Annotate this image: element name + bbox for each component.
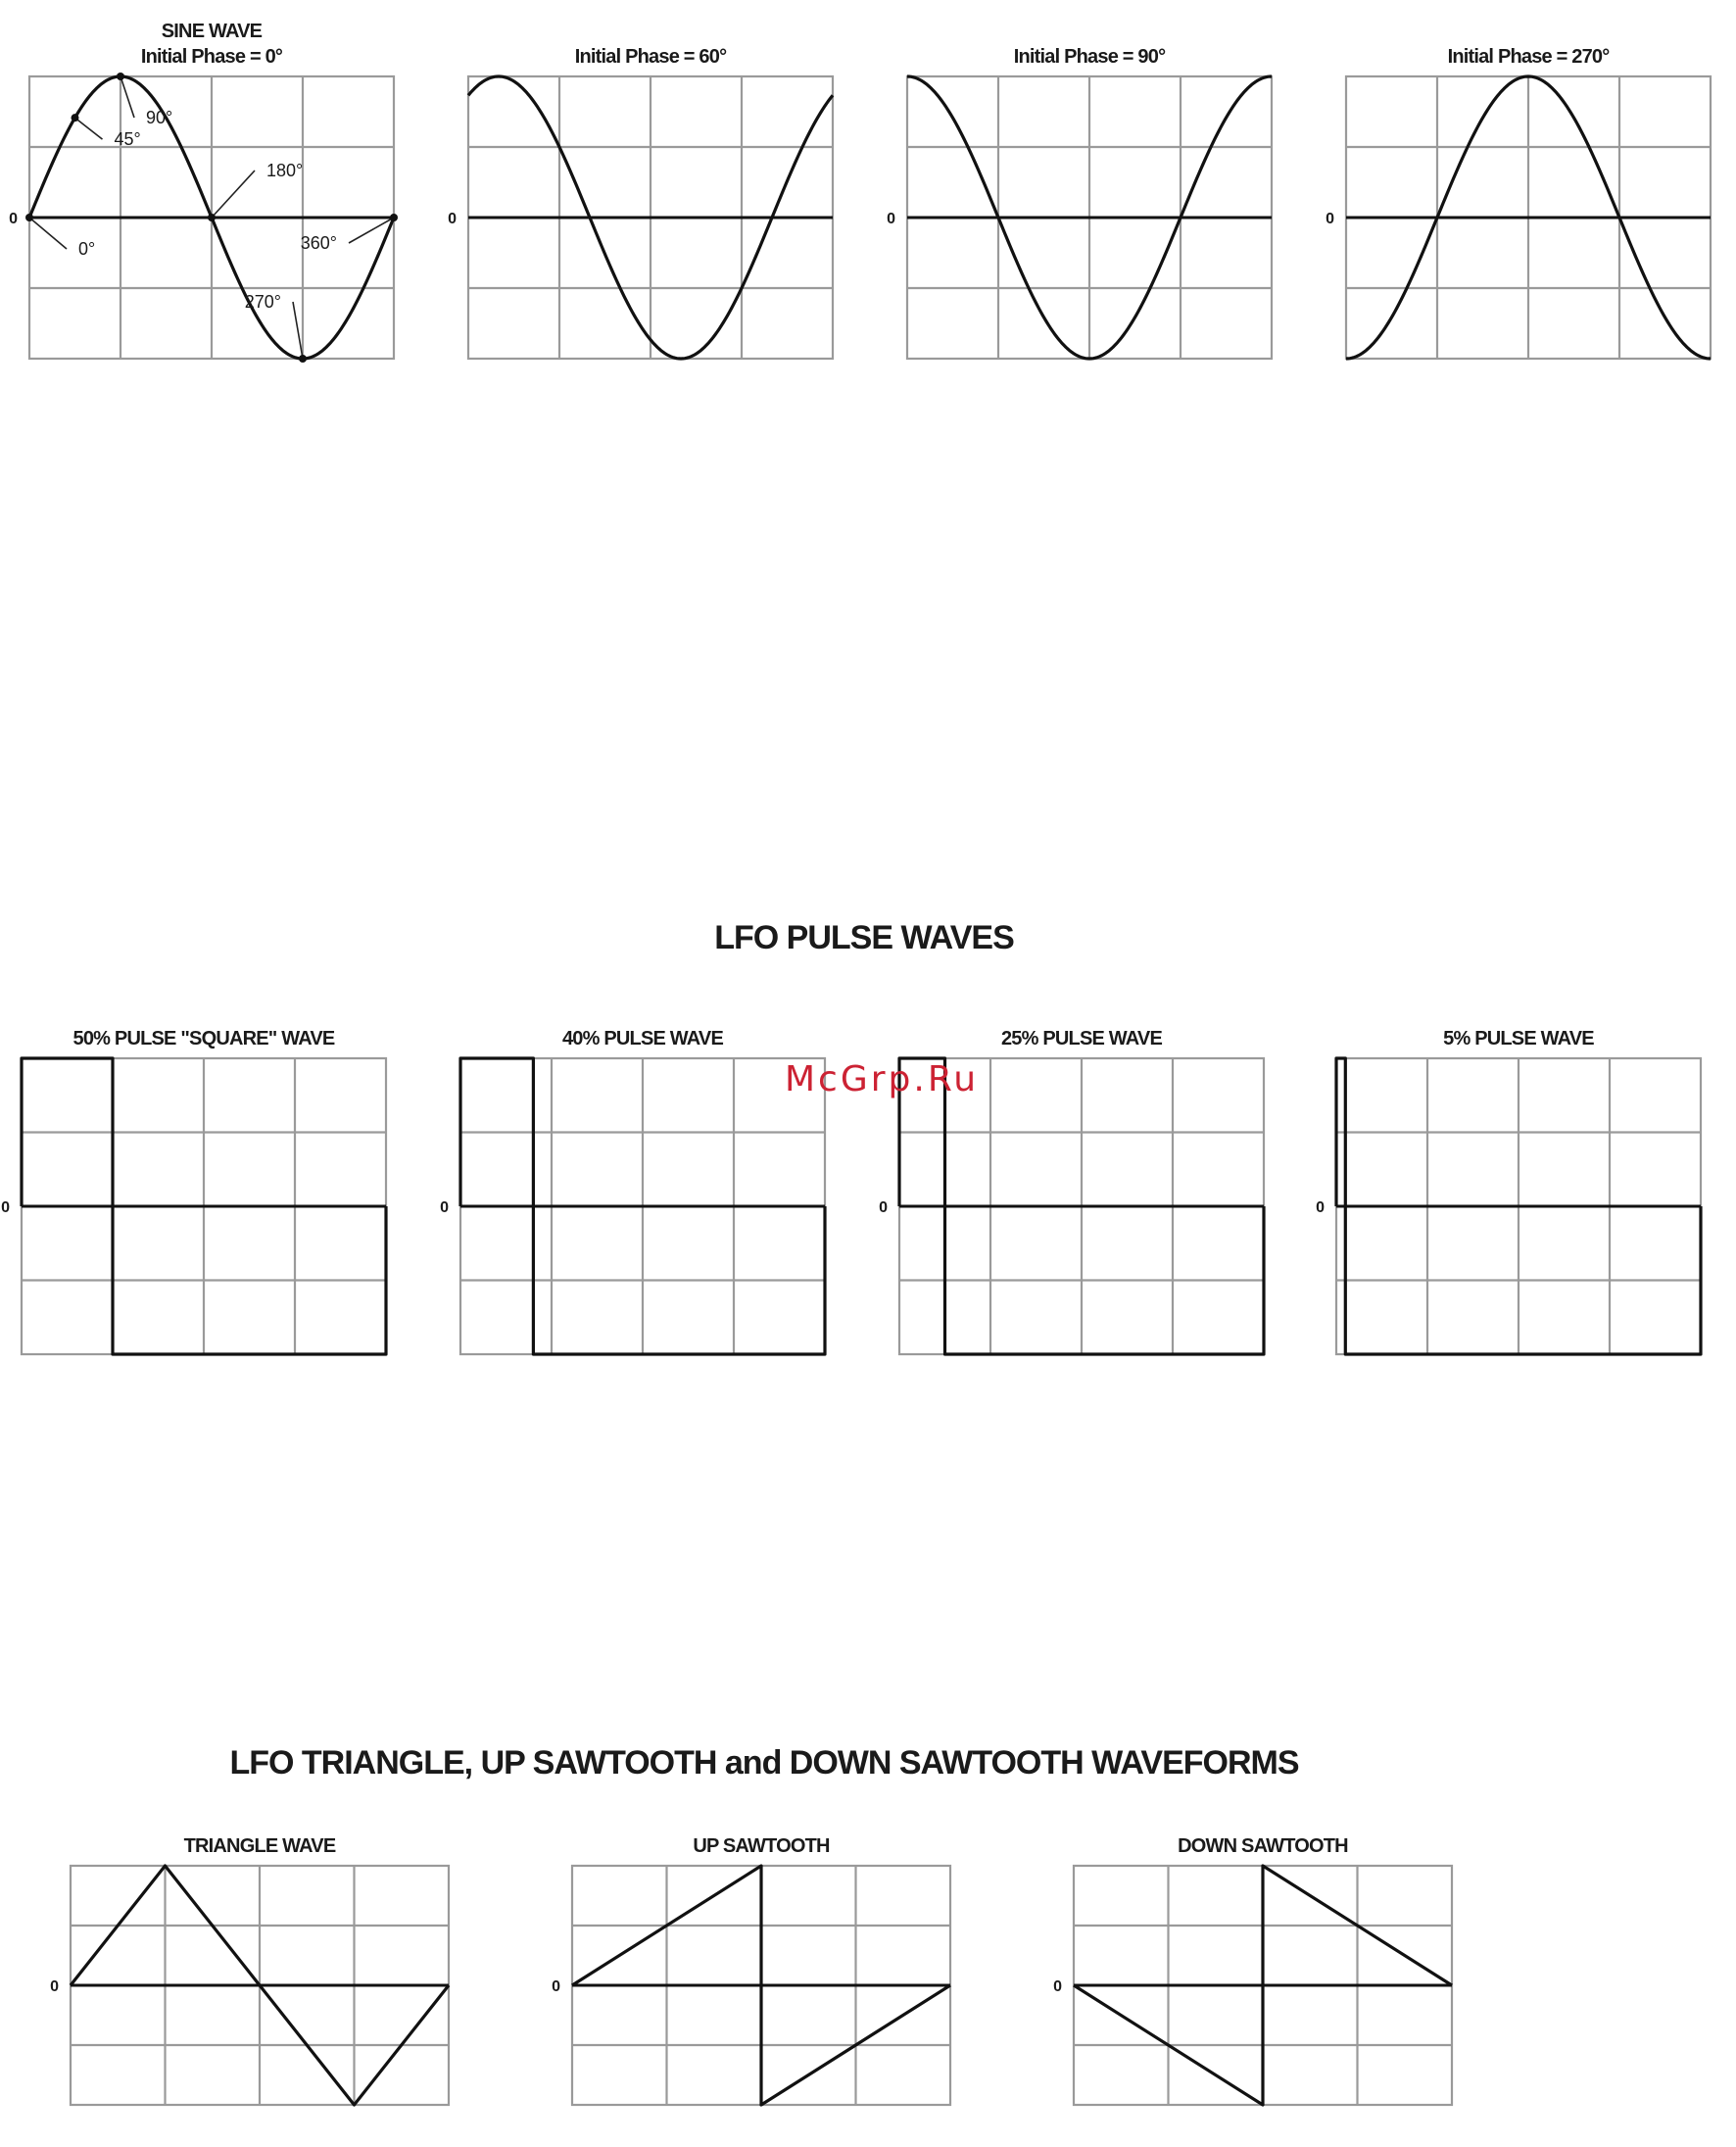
chart-title-pulse25-0: 25% PULSE WAVE	[1000, 1028, 1163, 1049]
annotation-point	[25, 214, 33, 221]
chart-title-sine270-0: Initial Phase = 270°	[1447, 46, 1610, 68]
zero-label: 0	[50, 1978, 59, 1995]
chart-sine270	[1326, 46, 1711, 359]
zero-label: 0	[1326, 211, 1334, 227]
annotation-label-360: 360°	[300, 233, 337, 253]
annotation-point	[390, 214, 398, 221]
chart-title-sine0-1: Initial Phase = 0°	[140, 46, 283, 68]
annotation-label-180: 180°	[266, 161, 304, 180]
annotation-pointer	[75, 118, 103, 139]
zero-label: 0	[552, 1978, 560, 1995]
chart-upsaw	[552, 1835, 950, 2105]
chart-pulse40	[440, 1028, 825, 1354]
annotation-pointer	[121, 76, 134, 118]
chart-sine90	[887, 46, 1272, 359]
zero-label: 0	[1316, 1199, 1325, 1216]
chart-title-downsaw-0: DOWN SAWTOOTH	[1178, 1835, 1348, 1857]
zero-label: 0	[879, 1199, 888, 1216]
chart-downsaw	[1053, 1835, 1452, 2105]
chart-title-sine60-0: Initial Phase = 60°	[574, 46, 727, 68]
watermark: McGrp.Ru	[784, 1059, 980, 1099]
chart-title-pulse5-0: 5% PULSE WAVE	[1443, 1028, 1594, 1049]
annotation-label-270: 270°	[244, 292, 281, 312]
chart-sine0	[9, 21, 398, 363]
annotation-pointer	[29, 218, 67, 249]
chart-title-triangle-0: TRIANGLE WAVE	[183, 1835, 336, 1857]
zero-label: 0	[1053, 1978, 1062, 1995]
chart-title-sine0-0: SINE WAVE	[161, 21, 263, 42]
chart-pulse5	[1316, 1028, 1701, 1354]
annotation-point	[299, 355, 307, 363]
annotation-point	[117, 73, 124, 80]
chart-title-upsaw-0: UP SAWTOOTH	[693, 1835, 830, 1857]
annotation-point	[72, 114, 79, 122]
chart-title-pulse40-0: 40% PULSE WAVE	[561, 1028, 724, 1049]
annotation-point	[208, 214, 216, 221]
section-title-pulse: LFO PULSE WAVES	[714, 919, 1014, 956]
zero-label: 0	[440, 1199, 449, 1216]
zero-label: 0	[9, 211, 18, 227]
zero-label: 0	[448, 211, 457, 227]
chart-sine60	[448, 46, 833, 359]
chart-title-pulse50-0: 50% PULSE "SQUARE" WAVE	[72, 1028, 335, 1049]
section-title-tri: LFO TRIANGLE, UP SAWTOOTH and DOWN SAWTOOTH WAVEFORMS	[229, 1744, 1299, 1781]
annotation-pointer	[212, 171, 255, 218]
chart-title-sine90-0: Initial Phase = 90°	[1013, 46, 1166, 68]
annotation-pointer	[293, 302, 303, 359]
annotation-label-90: 90°	[146, 108, 173, 127]
chart-pulse50	[1, 1028, 386, 1354]
zero-label: 0	[887, 211, 895, 227]
annotation-label-45: 45°	[114, 129, 141, 150]
chart-triangle	[50, 1835, 449, 2105]
zero-label: 0	[1, 1199, 10, 1216]
annotation-label-0: 0°	[78, 239, 96, 259]
